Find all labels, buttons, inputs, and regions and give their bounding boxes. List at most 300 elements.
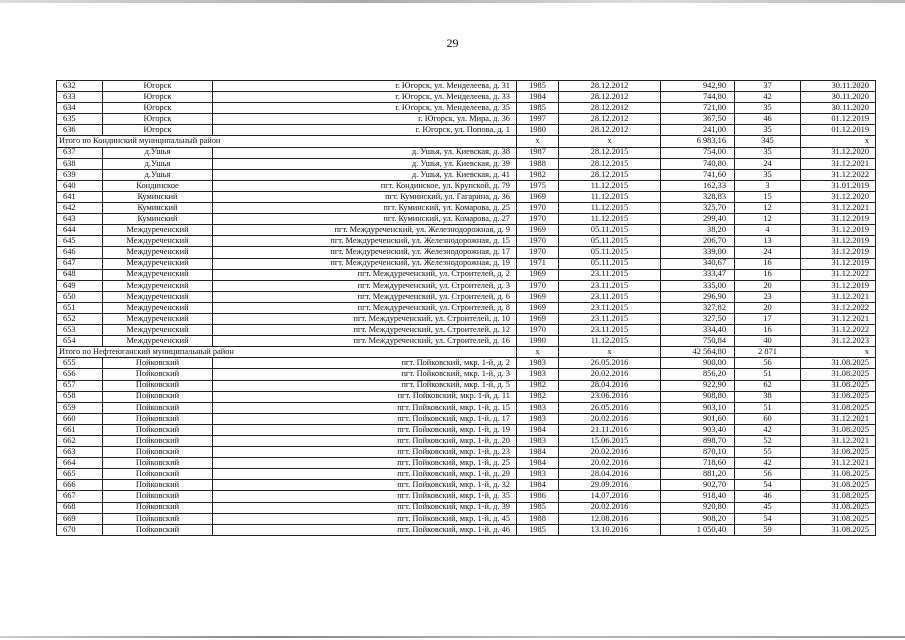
- row-number: 632: [57, 81, 103, 92]
- date-cell: 05.11.2015: [559, 236, 661, 247]
- deadline-cell: 31.12.2021: [801, 436, 876, 447]
- count-cell: 59: [735, 524, 801, 535]
- count-cell: 52: [735, 436, 801, 447]
- date-cell: 23.11.2015: [559, 280, 661, 291]
- count-cell: 16: [735, 325, 801, 336]
- area-cell: 908,80: [661, 391, 735, 402]
- address-cell: пгт. Пойковский, мкр. 1-й, д. 32: [213, 480, 517, 491]
- count-cell: 23: [735, 291, 801, 302]
- date-cell: 05.11.2015: [559, 258, 661, 269]
- address-cell: пгт. Кондинское, ул. Крупской, д. 79: [213, 180, 517, 191]
- year-cell: 1983: [517, 369, 559, 380]
- row-number: 637: [57, 147, 103, 158]
- table-row: [57, 380, 876, 391]
- area-cell: 754,00: [661, 147, 735, 158]
- year-cell: 1984: [517, 92, 559, 103]
- row-number: 634: [57, 103, 103, 114]
- address-cell: г. Югорск, ул. Мира, д. 36: [213, 114, 517, 125]
- year-cell: 1970: [517, 236, 559, 247]
- area-cell: 942,90: [661, 81, 735, 92]
- deadline-cell: 31.08.2025: [801, 402, 876, 413]
- year-cell: 1983: [517, 413, 559, 424]
- address-cell: д. Ушья, ул. Киевская, д. 39: [213, 158, 517, 169]
- year-cell: 1982: [517, 391, 559, 402]
- table-row: [57, 524, 876, 535]
- count-cell: 56: [735, 358, 801, 369]
- area-cell: 750,84: [661, 336, 735, 347]
- table-row: [57, 236, 876, 247]
- locality-cell: Пойковский: [103, 469, 213, 480]
- date-cell: 23.06.2016: [559, 391, 661, 402]
- row-number: 658: [57, 391, 103, 402]
- deadline-cell: 31.08.2025: [801, 380, 876, 391]
- deadline-cell: 01.12.2019: [801, 125, 876, 136]
- deadline-cell: 31.08.2025: [801, 491, 876, 502]
- deadline-cell: 31.12.2020: [801, 147, 876, 158]
- count-cell: 3: [735, 180, 801, 191]
- deadline-cell: 31.12.2021: [801, 203, 876, 214]
- date-cell: 14.07.2016: [559, 491, 661, 502]
- area-cell: 903,10: [661, 402, 735, 413]
- deadline-cell: 30.11.2020: [801, 92, 876, 103]
- address-cell: пгт. Пойковский, мкр. 1-й, д. 46: [213, 524, 517, 535]
- date-cell: 28.12.2012: [559, 114, 661, 125]
- address-cell: пгт. Куминский, ул. Комарова, д. 27: [213, 214, 517, 225]
- address-cell: д. Ушья, ул. Киевская, д. 38: [213, 147, 517, 158]
- table-row: [57, 291, 876, 302]
- date-cell: 20.02.2016: [559, 413, 661, 424]
- count-cell: 56: [735, 469, 801, 480]
- row-number: 667: [57, 491, 103, 502]
- year-cell: 1985: [517, 103, 559, 114]
- locality-cell: Пойковский: [103, 524, 213, 535]
- locality-cell: Пойковский: [103, 369, 213, 380]
- count-cell: 35: [735, 169, 801, 180]
- year-cell: 1984: [517, 458, 559, 469]
- count-cell: 24: [735, 158, 801, 169]
- date-cell: 11.12.2015: [559, 203, 661, 214]
- row-number: 665: [57, 469, 103, 480]
- row-number: 656: [57, 369, 103, 380]
- row-number: 647: [57, 258, 103, 269]
- area-cell: 327,82: [661, 302, 735, 313]
- count-cell: 12: [735, 203, 801, 214]
- locality-cell: Югорск: [103, 114, 213, 125]
- locality-cell: Пойковский: [103, 402, 213, 413]
- address-cell: пгт. Пойковский, мкр. 1-й, д. 39: [213, 502, 517, 513]
- table-row: [57, 103, 876, 114]
- year-cell: 1985: [517, 502, 559, 513]
- count-cell: 45: [735, 502, 801, 513]
- area-cell: 718,60: [661, 458, 735, 469]
- address-cell: пгт. Пойковский, мкр. 1-й, д. 17: [213, 413, 517, 424]
- row-number: 660: [57, 413, 103, 424]
- total-row: [57, 347, 876, 358]
- area-cell: 335,00: [661, 280, 735, 291]
- address-cell: г. Югорск, ул. Менделеева, д. 33: [213, 92, 517, 103]
- count-cell: 51: [735, 402, 801, 413]
- locality-cell: Междуреченский: [103, 336, 213, 347]
- table-row: [57, 447, 876, 458]
- address-cell: пгт. Куминский, ул. Комарова, д. 25: [213, 203, 517, 214]
- row-number: 642: [57, 203, 103, 214]
- area-cell: 922,90: [661, 380, 735, 391]
- address-cell: пгт. Пойковский, мкр. 1-й, д. 15: [213, 402, 517, 413]
- deadline-cell: 31.12.2020: [801, 191, 876, 202]
- address-cell: пгт. Пойковский, мкр. 1-й, д. 5: [213, 380, 517, 391]
- count-cell: 51: [735, 369, 801, 380]
- count-cell: 24: [735, 247, 801, 258]
- row-number: 645: [57, 236, 103, 247]
- locality-cell: Пойковский: [103, 491, 213, 502]
- date-cell: 12.08.2016: [559, 513, 661, 524]
- deadline-cell: 31.08.2025: [801, 524, 876, 535]
- date-cell: 28.12.2015: [559, 158, 661, 169]
- address-cell: г. Югорск, ул. Менделеева, д. 35: [213, 103, 517, 114]
- year-cell: 1986: [517, 491, 559, 502]
- locality-cell: Кондинское: [103, 180, 213, 191]
- total-area: 6 983,16: [661, 136, 735, 147]
- count-cell: 42: [735, 92, 801, 103]
- row-number: 638: [57, 158, 103, 169]
- total-label: Итого по Кондинский муниципальный район: [57, 136, 517, 147]
- table-row: [57, 402, 876, 413]
- date-cell: 23.11.2015: [559, 313, 661, 324]
- year-cell: 1988: [517, 158, 559, 169]
- table-row: [57, 458, 876, 469]
- row-number: 670: [57, 524, 103, 535]
- count-cell: 35: [735, 103, 801, 114]
- year-cell: 1990: [517, 336, 559, 347]
- date-cell: 28.12.2015: [559, 147, 661, 158]
- row-number: 643: [57, 214, 103, 225]
- year-cell: 1970: [517, 280, 559, 291]
- year-cell: 1970: [517, 325, 559, 336]
- area-cell: 721,00: [661, 103, 735, 114]
- row-number: 651: [57, 302, 103, 313]
- locality-cell: Пойковский: [103, 480, 213, 491]
- deadline-cell: 31.08.2025: [801, 369, 876, 380]
- deadline-cell: 31.08.2025: [801, 502, 876, 513]
- table-row: [57, 191, 876, 202]
- count-cell: 42: [735, 458, 801, 469]
- area-cell: 340,67: [661, 258, 735, 269]
- area-cell: 328,83: [661, 191, 735, 202]
- deadline-cell: 31.08.2025: [801, 447, 876, 458]
- address-cell: пгт. Междуреченский, ул. Железнодорожная, д. 15: [213, 236, 517, 247]
- address-cell: пгт. Пойковский, мкр. 1-й, д. 35: [213, 491, 517, 502]
- row-number: 657: [57, 380, 103, 391]
- count-cell: 20: [735, 302, 801, 313]
- total-year: х: [517, 347, 559, 358]
- area-cell: 908,20: [661, 513, 735, 524]
- locality-cell: Югорск: [103, 92, 213, 103]
- date-cell: 28.12.2012: [559, 81, 661, 92]
- table-row: [57, 180, 876, 191]
- locality-cell: Междуреченский: [103, 269, 213, 280]
- locality-cell: Югорск: [103, 125, 213, 136]
- locality-cell: Междуреченский: [103, 225, 213, 236]
- locality-cell: Югорск: [103, 103, 213, 114]
- locality-cell: Куминский: [103, 203, 213, 214]
- address-cell: г. Югорск, ул. Попова, д. 1: [213, 125, 517, 136]
- area-cell: 740,80: [661, 158, 735, 169]
- area-cell: 1 050,40: [661, 524, 735, 535]
- area-cell: 898,70: [661, 436, 735, 447]
- year-cell: 1984: [517, 447, 559, 458]
- total-count: 2 871: [735, 347, 801, 358]
- housing-register-table: [56, 80, 876, 536]
- table-row: [57, 302, 876, 313]
- area-cell: 339,00: [661, 247, 735, 258]
- total-deadline: х: [801, 347, 876, 358]
- deadline-cell: 31.12.2021: [801, 313, 876, 324]
- total-area: 42 564,80: [661, 347, 735, 358]
- address-cell: пгт. Междуреченский, ул. Строителей, д. 8: [213, 302, 517, 313]
- year-cell: 1969: [517, 191, 559, 202]
- year-cell: 1969: [517, 313, 559, 324]
- area-cell: 870,10: [661, 447, 735, 458]
- date-cell: 23.11.2015: [559, 325, 661, 336]
- row-number: 639: [57, 169, 103, 180]
- count-cell: 17: [735, 313, 801, 324]
- row-number: 668: [57, 502, 103, 513]
- deadline-cell: 31.12.2022: [801, 169, 876, 180]
- area-cell: 296,90: [661, 291, 735, 302]
- row-number: 654: [57, 336, 103, 347]
- row-number: 649: [57, 280, 103, 291]
- area-cell: 162,33: [661, 180, 735, 191]
- date-cell: 23.11.2015: [559, 291, 661, 302]
- deadline-cell: 31.08.2025: [801, 358, 876, 369]
- area-cell: 333,47: [661, 269, 735, 280]
- area-cell: 881,20: [661, 469, 735, 480]
- address-cell: пгт. Междуреченский, ул. Строителей, д. 3: [213, 280, 517, 291]
- year-cell: 1975: [517, 180, 559, 191]
- row-number: 648: [57, 269, 103, 280]
- row-number: 641: [57, 191, 103, 202]
- year-cell: 1983: [517, 358, 559, 369]
- address-cell: пгт. Междуреченский, ул. Строителей, д. 6: [213, 291, 517, 302]
- locality-cell: Пойковский: [103, 358, 213, 369]
- address-cell: пгт. Пойковский, мкр. 1-й, д. 25: [213, 458, 517, 469]
- deadline-cell: 31.12.2022: [801, 269, 876, 280]
- locality-cell: Междуреченский: [103, 313, 213, 324]
- area-cell: 241,00: [661, 125, 735, 136]
- row-number: 640: [57, 180, 103, 191]
- table-row: [57, 480, 876, 491]
- row-number: 664: [57, 458, 103, 469]
- deadline-cell: 31.12.2019: [801, 214, 876, 225]
- deadline-cell: 31.08.2025: [801, 424, 876, 435]
- deadline-cell: 31.08.2025: [801, 391, 876, 402]
- row-number: 655: [57, 358, 103, 369]
- address-cell: пгт. Пойковский, мкр. 1-й, д. 45: [213, 513, 517, 524]
- count-cell: 16: [735, 258, 801, 269]
- locality-cell: Междуреченский: [103, 325, 213, 336]
- area-cell: 901,60: [661, 413, 735, 424]
- date-cell: 28.12.2012: [559, 125, 661, 136]
- row-number: 661: [57, 424, 103, 435]
- date-cell: 20.02.2016: [559, 458, 661, 469]
- date-cell: 26.05.2016: [559, 402, 661, 413]
- deadline-cell: 31.12.2022: [801, 325, 876, 336]
- total-row: [57, 136, 876, 147]
- count-cell: 15: [735, 191, 801, 202]
- locality-cell: Пойковский: [103, 458, 213, 469]
- table-row: [57, 247, 876, 258]
- date-cell: 15.06.2015: [559, 436, 661, 447]
- count-cell: 46: [735, 114, 801, 125]
- date-cell: 20.02.2016: [559, 502, 661, 513]
- address-cell: пгт. Пойковский, мкр. 1-й, д. 2: [213, 358, 517, 369]
- deadline-cell: 31.12.2023: [801, 336, 876, 347]
- area-cell: 206,70: [661, 236, 735, 247]
- table-row: [57, 369, 876, 380]
- table-row: [57, 391, 876, 402]
- date-cell: 13.10.2016: [559, 524, 661, 535]
- deadline-cell: 31.12.2021: [801, 413, 876, 424]
- year-cell: 1988: [517, 513, 559, 524]
- row-number: 636: [57, 125, 103, 136]
- locality-cell: Междуреченский: [103, 280, 213, 291]
- address-cell: пгт. Пойковский, мкр. 1-й, д. 23: [213, 447, 517, 458]
- table-row: [57, 424, 876, 435]
- deadline-cell: 31.08.2025: [801, 469, 876, 480]
- date-cell: 11.12.2015: [559, 191, 661, 202]
- area-cell: 918,40: [661, 491, 735, 502]
- date-cell: 20.02.2016: [559, 447, 661, 458]
- address-cell: пгт. Междуреченский, ул. Строителей, д. 16: [213, 336, 517, 347]
- year-cell: 1970: [517, 214, 559, 225]
- date-cell: 28.04.2016: [559, 469, 661, 480]
- date-cell: 28.04.2016: [559, 380, 661, 391]
- deadline-cell: 31.08.2025: [801, 480, 876, 491]
- locality-cell: Югорск: [103, 81, 213, 92]
- count-cell: 35: [735, 147, 801, 158]
- locality-cell: Пойковский: [103, 380, 213, 391]
- count-cell: 16: [735, 269, 801, 280]
- address-cell: пгт. Междуреченский, ул. Железнодорожная, д. 19: [213, 258, 517, 269]
- area-cell: 856,20: [661, 369, 735, 380]
- table-row: [57, 325, 876, 336]
- total-label: Итого по Нефтеюганский муниципальный район: [57, 347, 517, 358]
- locality-cell: Пойковский: [103, 424, 213, 435]
- count-cell: 35: [735, 125, 801, 136]
- count-cell: 60: [735, 413, 801, 424]
- scan-edge-bottom: [0, 636, 905, 638]
- deadline-cell: 31.12.2021: [801, 291, 876, 302]
- locality-cell: Пойковский: [103, 413, 213, 424]
- count-cell: 4: [735, 225, 801, 236]
- area-cell: 741,60: [661, 169, 735, 180]
- row-number: 644: [57, 225, 103, 236]
- date-cell: 23.11.2015: [559, 302, 661, 313]
- deadline-cell: 31.12.2021: [801, 458, 876, 469]
- table-row: [57, 258, 876, 269]
- area-cell: 38,20: [661, 225, 735, 236]
- deadline-cell: 01.12.2019: [801, 114, 876, 125]
- date-cell: 05.11.2015: [559, 247, 661, 258]
- deadline-cell: 31.12.2022: [801, 302, 876, 313]
- address-cell: пгт. Междуреченский, ул. Железнодорожная, д. 17: [213, 247, 517, 258]
- area-cell: 299,40: [661, 214, 735, 225]
- table-row: [57, 158, 876, 169]
- count-cell: 37: [735, 81, 801, 92]
- year-cell: 1970: [517, 247, 559, 258]
- row-number: 635: [57, 114, 103, 125]
- address-cell: пгт. Междуреченский, ул. Строителей, д. 2: [213, 269, 517, 280]
- address-cell: г. Югорск, ул. Менделеева, д. 31: [213, 81, 517, 92]
- deadline-cell: 31.12.2019: [801, 225, 876, 236]
- total-date: х: [559, 136, 661, 147]
- count-cell: 12: [735, 214, 801, 225]
- table-row: [57, 214, 876, 225]
- address-cell: пгт. Пойковский, мкр. 1-й, д. 3: [213, 369, 517, 380]
- locality-cell: Пойковский: [103, 513, 213, 524]
- total-deadline: х: [801, 136, 876, 147]
- address-cell: пгт. Куминский, ул. Гагарина, д. 36: [213, 191, 517, 202]
- table-row: [57, 491, 876, 502]
- year-cell: 1971: [517, 258, 559, 269]
- date-cell: 29.09.2016: [559, 480, 661, 491]
- year-cell: 1983: [517, 436, 559, 447]
- address-cell: пгт. Пойковский, мкр. 1-й, д. 11: [213, 391, 517, 402]
- date-cell: 21.11.2016: [559, 424, 661, 435]
- table-row: [57, 313, 876, 324]
- year-cell: 1980: [517, 125, 559, 136]
- table-row: [57, 513, 876, 524]
- year-cell: 1984: [517, 480, 559, 491]
- date-cell: 26.05.2016: [559, 358, 661, 369]
- count-cell: 38: [735, 391, 801, 402]
- locality-cell: Междуреченский: [103, 302, 213, 313]
- year-cell: 1984: [517, 424, 559, 435]
- table-row: [57, 81, 876, 92]
- table-row: [57, 169, 876, 180]
- deadline-cell: 31.12.2019: [801, 247, 876, 258]
- row-number: 650: [57, 291, 103, 302]
- year-cell: 1987: [517, 147, 559, 158]
- locality-cell: Пойковский: [103, 447, 213, 458]
- count-cell: 55: [735, 447, 801, 458]
- deadline-cell: 30.11.2020: [801, 103, 876, 114]
- date-cell: 11.12.2015: [559, 180, 661, 191]
- total-year: х: [517, 136, 559, 147]
- table-row: [57, 125, 876, 136]
- year-cell: 1985: [517, 81, 559, 92]
- count-cell: 62: [735, 380, 801, 391]
- locality-cell: Междуреченский: [103, 236, 213, 247]
- year-cell: 1985: [517, 524, 559, 535]
- date-cell: 23.11.2015: [559, 269, 661, 280]
- year-cell: 1982: [517, 169, 559, 180]
- year-cell: 1969: [517, 291, 559, 302]
- table-row: [57, 203, 876, 214]
- address-cell: д. Ушья, ул. Киевская, д. 41: [213, 169, 517, 180]
- deadline-cell: 31.12.2019: [801, 280, 876, 291]
- date-cell: 28.12.2012: [559, 103, 661, 114]
- date-cell: 11.12.2015: [559, 336, 661, 347]
- address-cell: пгт. Пойковский, мкр. 1-й, д. 20: [213, 436, 517, 447]
- area-cell: 325,70: [661, 203, 735, 214]
- area-cell: 902,70: [661, 480, 735, 491]
- table-row: [57, 358, 876, 369]
- date-cell: 11.12.2015: [559, 214, 661, 225]
- table-row: [57, 225, 876, 236]
- locality-cell: Пойковский: [103, 502, 213, 513]
- locality-cell: Пойковский: [103, 436, 213, 447]
